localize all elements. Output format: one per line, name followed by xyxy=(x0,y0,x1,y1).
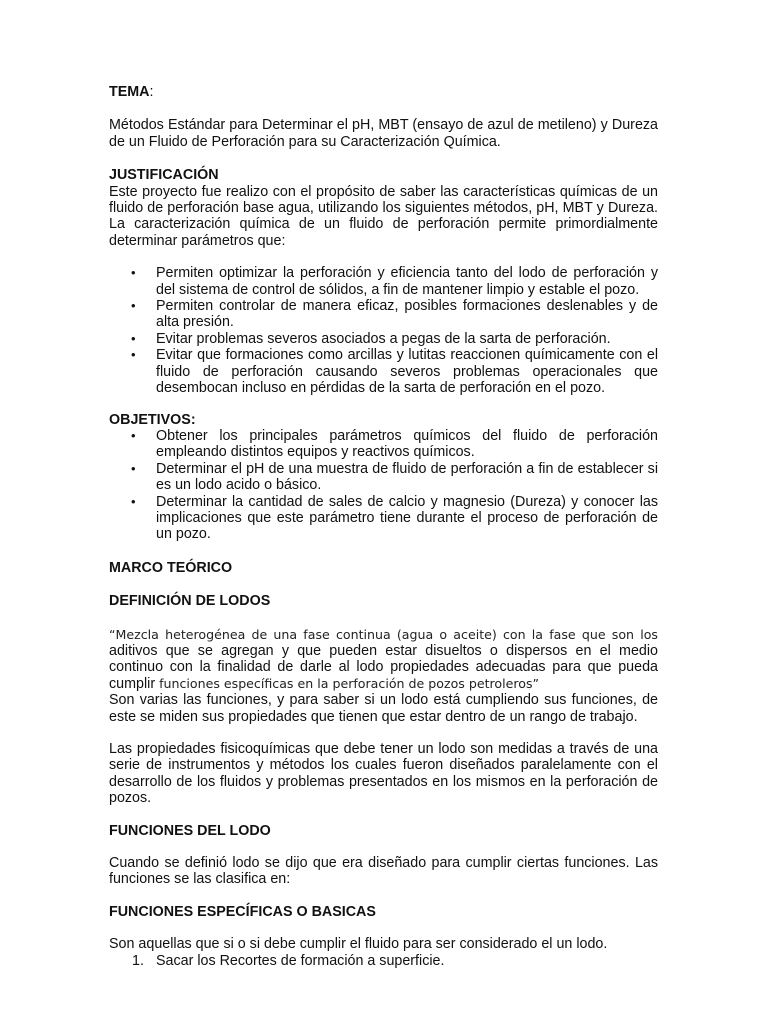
definicion-quote-start: “Mezcla heterogénea de una fase continua (agua o aceite) con la fase que son los xyxy=(109,626,658,642)
list-item xyxy=(109,461,658,494)
justificacion-list xyxy=(109,265,658,396)
bullet-icon: • xyxy=(131,347,136,363)
tema-colon: : xyxy=(149,84,154,100)
list-item xyxy=(109,953,658,969)
list-item-text: Obtener los principales parámetros químicos del fluido de perforación empleando distintos equipos y reactivos químicos. xyxy=(156,427,658,461)
definicion-para3: Las propiedades fisicoquímicas que debe tener un lodo son medidas a través de una serie de instrumentos y métodos los cuales fueron diseñados paralelamente con el desarrollo de los fluidos y problemas presentados en los mismos en la perforación de pozos. xyxy=(109,741,658,807)
tema-label: TEMA xyxy=(109,84,150,100)
definicion-heading: DEFINICIÓN DE LODOS xyxy=(109,593,271,610)
list-item-text: Determinar la cantidad de sales de calcio y magnesio (Dureza) y conocer las implicaciones que este parámetro tiene durante el proceso de perforación de un pozo. xyxy=(156,493,658,543)
especificas-text: Son aquellas que si o si debe cumplir el fluido para ser considerado el un lodo. xyxy=(109,936,608,953)
definicion-para1 xyxy=(109,627,658,693)
bullet-icon: • xyxy=(131,427,136,443)
funciones-heading: FUNCIONES DEL LODO xyxy=(109,822,271,839)
list-item xyxy=(109,428,658,461)
list-item xyxy=(109,298,658,331)
list-item xyxy=(109,331,658,347)
bullet-icon: • xyxy=(131,330,136,346)
list-item-text: Evitar problemas severos asociados a pegas de la sarta de perforación. xyxy=(156,330,611,347)
list-item-text: Permiten controlar de manera eficaz, posibles formaciones deslenables y de alta presión. xyxy=(156,298,658,331)
especificas-list xyxy=(109,953,658,969)
definicion-body: aditivos que se agregan y que pueden estar disueltos o dispersos en el medio continuo con la finalidad de darle al lodo propiedades adecuadas para que pueda cumplir xyxy=(109,642,658,692)
objetivos-list xyxy=(109,428,658,543)
bullet-icon: • xyxy=(131,265,136,281)
document-page xyxy=(109,84,658,969)
bullet-icon: • xyxy=(131,493,136,509)
bullet-icon: • xyxy=(131,298,136,314)
justificacion-intro: Este proyecto fue realizo con el propósito de saber las características químicas de un fluido de perforación base agua, utilizando los siguientes métodos, pH, MBT y Dureza. La caracterización química de un fluido de perforación permite primordialmente determinar parámetros que: xyxy=(109,183,658,249)
tema-text: Métodos Estándar para Determinar el pH, MBT (ensayo de azul de metileno) y Dureza de un Fluido de Perforación para su Caracterización Química. xyxy=(109,117,658,150)
list-number: 1. xyxy=(132,952,144,969)
funciones-text: Cuando se definió lodo se dijo que era diseñado para cumplir ciertas funciones. Las funciones se las clasifica en: xyxy=(109,855,658,888)
list-item-text: Determinar el pH de una muestra de fluido de perforación a fin de establecer si es un lodo acido o básico. xyxy=(156,460,658,494)
list-item xyxy=(109,347,658,396)
list-item-text: Evitar que formaciones como arcillas y lutitas reaccionen químicamente con el fluido de perforación causando severos problemas operacionales que desembocan incluso en pérdidas de la sarta de perforación en el pozo. xyxy=(156,347,658,397)
objetivos-heading: OBJETIVOS: xyxy=(109,411,196,428)
list-item xyxy=(109,494,658,543)
list-item-text: Sacar los Recortes de formación a superficie. xyxy=(156,952,445,969)
justificacion-heading: JUSTIFICACIÓN xyxy=(109,167,219,184)
bullet-icon: • xyxy=(131,460,136,476)
definicion-para2: Son varias las funciones, y para saber si un lodo está cumpliendo sus funciones, de este se miden sus propiedades que tienen que estar dentro de un rango de trabajo. xyxy=(109,692,658,725)
list-item-text: Permiten optimizar la perforación y eficiencia tanto del lodo de perforación y del sistema de control de sólidos, a fin de mantener limpio y estable el pozo. xyxy=(156,265,658,298)
especificas-heading: FUNCIONES ESPECÍFICAS O BASICAS xyxy=(109,903,376,920)
marco-heading: MARCO TEÓRICO xyxy=(109,559,233,576)
tema-heading xyxy=(109,84,658,100)
definicion-quote-end: funciones específicas en la perforación de pozos petroleros” xyxy=(159,675,540,691)
list-item xyxy=(109,265,658,298)
